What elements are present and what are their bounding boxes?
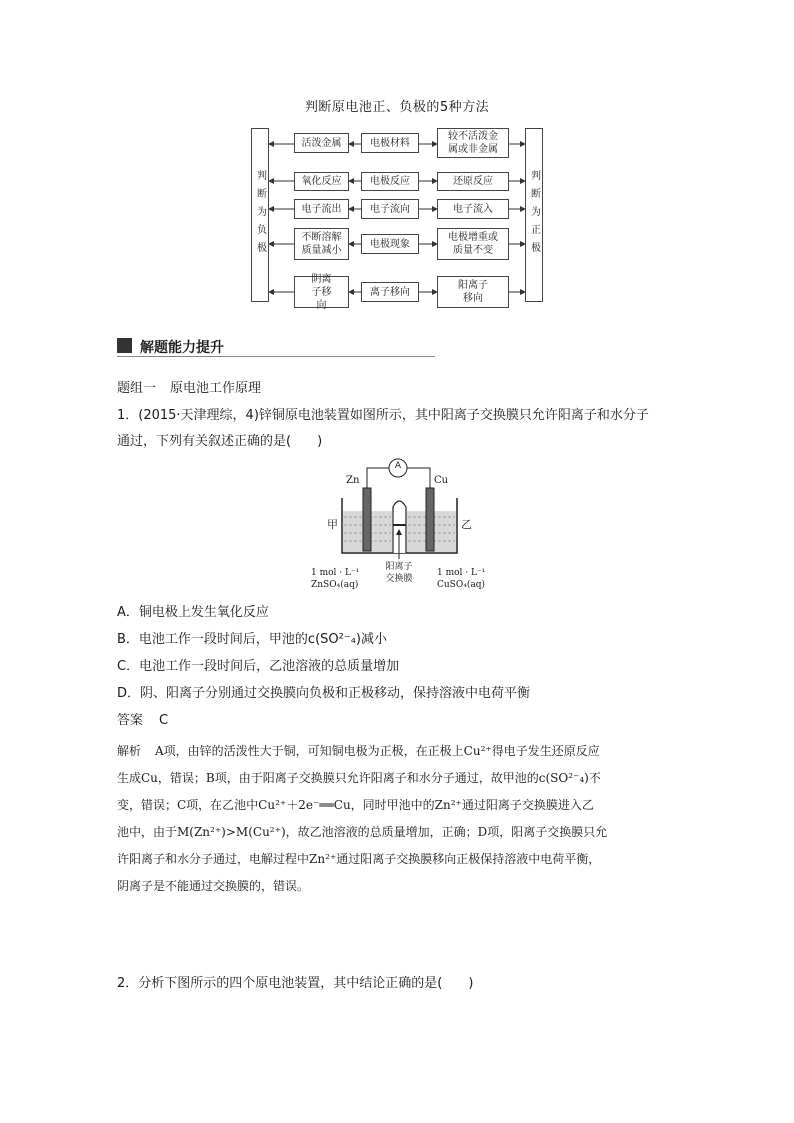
q1-analysis-line6: 阴离子是不能通过交换膜的，错误。 — [117, 879, 310, 893]
group-heading — [117, 379, 261, 399]
left-solution-label: 1 mol · L⁻¹ ZnSO₄(aq) — [311, 568, 360, 590]
diagram-title: 判断原电池正、负极的5种方法 — [304, 100, 490, 115]
group-label: 题组一 — [117, 381, 157, 396]
cu-label: Cu — [434, 475, 449, 486]
cu-electrode — [426, 488, 434, 551]
q1-analysis-line1: 解析 A项，由锌的活泼性大于铜，可知铜电极为正极，在正极上Cu²⁺得电子发生还原反应 — [117, 744, 600, 758]
row1-criterion: 电极材料 — [361, 133, 419, 153]
row4-positive: 电极增重或质量不变 — [437, 228, 509, 260]
q1-option-b: B．电池工作一段时间后，甲池的c(SO²⁻₄)减小 — [117, 632, 387, 647]
row1-positive: 较不活泼金属或非金属 — [437, 128, 509, 158]
row2-criterion: 电极反应 — [361, 172, 419, 191]
q1-stem-line2: 通过，下列有关叙述正确的是( ) — [117, 434, 323, 449]
row5-criterion: 离子移向 — [361, 282, 419, 302]
q1-analysis-line4: 池中，由于M(Zn²⁺)>M(Cu²⁺)，故乙池溶液的总质量增加，正确；D项，阳离子交换膜只允 — [117, 825, 608, 839]
q1-answer — [117, 711, 168, 731]
section-marker-icon — [117, 338, 132, 353]
row3-positive: 电子流入 — [437, 199, 509, 219]
q1-option-c: C．电池工作一段时间后，乙池溶液的总质量增加 — [117, 659, 400, 674]
row2-negative: 氧化反应 — [294, 172, 349, 191]
left-cell-label: 甲 — [327, 518, 338, 531]
right-cell-label: 乙 — [461, 518, 472, 531]
group-title: 原电池工作原理 — [170, 381, 262, 396]
q2-stem: 2．分析下图所示的四个原电池装置，其中结论正确的是( ) — [117, 976, 474, 991]
ammeter-label: A — [394, 461, 402, 471]
answer-label: 答案 — [117, 713, 144, 728]
q1-option-d: D．阴、阳离子分别通过交换膜向负极和正极移动，保持溶液中电荷平衡 — [117, 686, 531, 701]
section-divider — [117, 356, 435, 357]
row1-negative: 活泼金属 — [294, 133, 349, 153]
zn-label: Zn — [346, 475, 360, 486]
q1-analysis-line3: 变，错误；C项，在乙池中Cu²⁺＋2e⁻══Cu，同时甲池中的Zn²⁺通过阳离子交换膜进入乙 — [117, 798, 594, 812]
q1-analysis-line2: 生成Cu，错误；B项，由于阳离子交换膜只允许阳离子和水分子通过，故甲池的c(SO²⁻₄)不 — [117, 771, 601, 785]
membrane-label: 阳离子 交换膜 — [385, 562, 413, 584]
row3-criterion: 电子流向 — [361, 199, 419, 219]
analysis-label: 解析 — [117, 744, 142, 758]
right-solution-label: 1 mol · L⁻¹ CuSO₄(aq) — [437, 568, 486, 590]
row4-negative: 不断溶解质量减小 — [294, 228, 349, 260]
q1-stem-line1: 1．(2015·天津理综，4)锌铜原电池装置如图所示，其中阳离子交换膜只允许阳离子和水分子 — [117, 408, 649, 423]
row5-positive: 阳离子移向 — [437, 276, 509, 308]
row5-negative: 阴离子移向 — [294, 276, 349, 308]
q1-option-a: A．铜电极上发生氧化反应 — [117, 605, 269, 620]
row3-negative: 电子流出 — [294, 199, 349, 219]
negative-electrode-label: 判断为负极 — [251, 128, 269, 302]
row4-criterion: 电极现象 — [361, 234, 419, 254]
q1-analysis-line5: 许阳离子和水分子通过，电解过程中Zn²⁺通过阳离子交换膜移向正极保持溶液中电荷平衡， — [117, 852, 601, 866]
row2-positive: 还原反应 — [437, 172, 509, 191]
answer-value: C — [159, 713, 169, 728]
positive-electrode-label: 判断为正极 — [525, 128, 543, 302]
section-heading: 解题能力提升 — [140, 340, 224, 356]
zn-electrode — [363, 488, 371, 551]
